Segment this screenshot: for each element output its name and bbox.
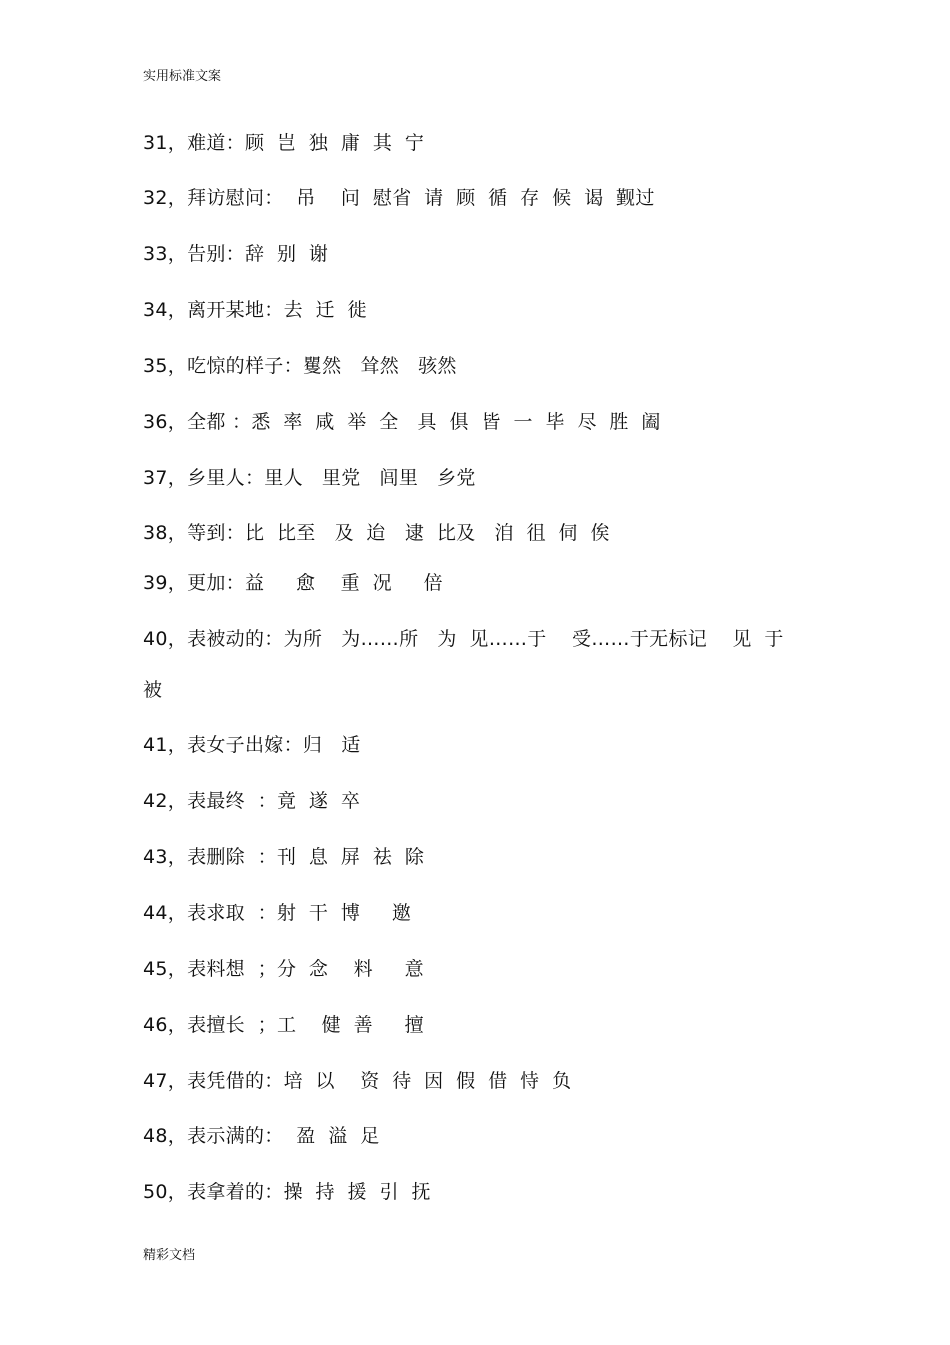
entry-35: 35，吃惊的样子：矍然 耸然 骇然: [143, 355, 457, 377]
entry-31: 31，难道：顾 岂 独 庸 其 宁: [143, 132, 425, 154]
entry-45: 45，表料想 ；分 念 料 意: [143, 958, 424, 980]
entry-33: 33，告别：辞 别 谢: [143, 243, 329, 265]
entry-34: 34，离开某地：去 迁 徙: [143, 299, 367, 321]
entry-37: 37，乡里人：里人 里党 闾里 乡党: [143, 467, 476, 489]
entry-47: 47，表凭借的：培 以 资 待 因 假 借 恃 负: [143, 1070, 572, 1092]
entry-44: 44，表求取 ：射 干 博 邀: [143, 902, 412, 924]
entry-42: 42，表最终 ：竟 遂 卒: [143, 790, 361, 812]
entry-50: 50，表拿着的：操 持 援 引 抚: [143, 1181, 431, 1203]
entry-46: 46，表擅长 ；工 健 善 擅: [143, 1014, 424, 1036]
entry-43: 43，表删除 ：刊 息 屏 祛 除: [143, 846, 425, 868]
entry-40: 40，表被动的：为所 为……所 为 见……于 受……于无标记 见 于: [143, 628, 784, 650]
entry-38: 38，等到：比 比至 及 迨 逮 比及 洎 徂 伺 俟: [143, 522, 610, 544]
page-header: 实用标准文案: [143, 69, 222, 84]
entry-39: 39，更加：益 愈 重 况 倍: [143, 572, 443, 594]
entry-32: 32，拜访慰问： 吊 问 慰省 请 顾 循 存 候 谒 觐过: [143, 187, 655, 209]
page-footer: 精彩文档: [143, 1248, 196, 1263]
entry-41: 41，表女子出嫁：归 适: [143, 734, 361, 756]
entry-36: 36，全都 ：悉 率 咸 举 全 具 俱 皆 一 毕 尽 胜 阖: [143, 411, 661, 433]
entry-48: 48，表示满的： 盈 溢 足: [143, 1125, 380, 1147]
entry-40-continued: 被: [143, 679, 163, 701]
